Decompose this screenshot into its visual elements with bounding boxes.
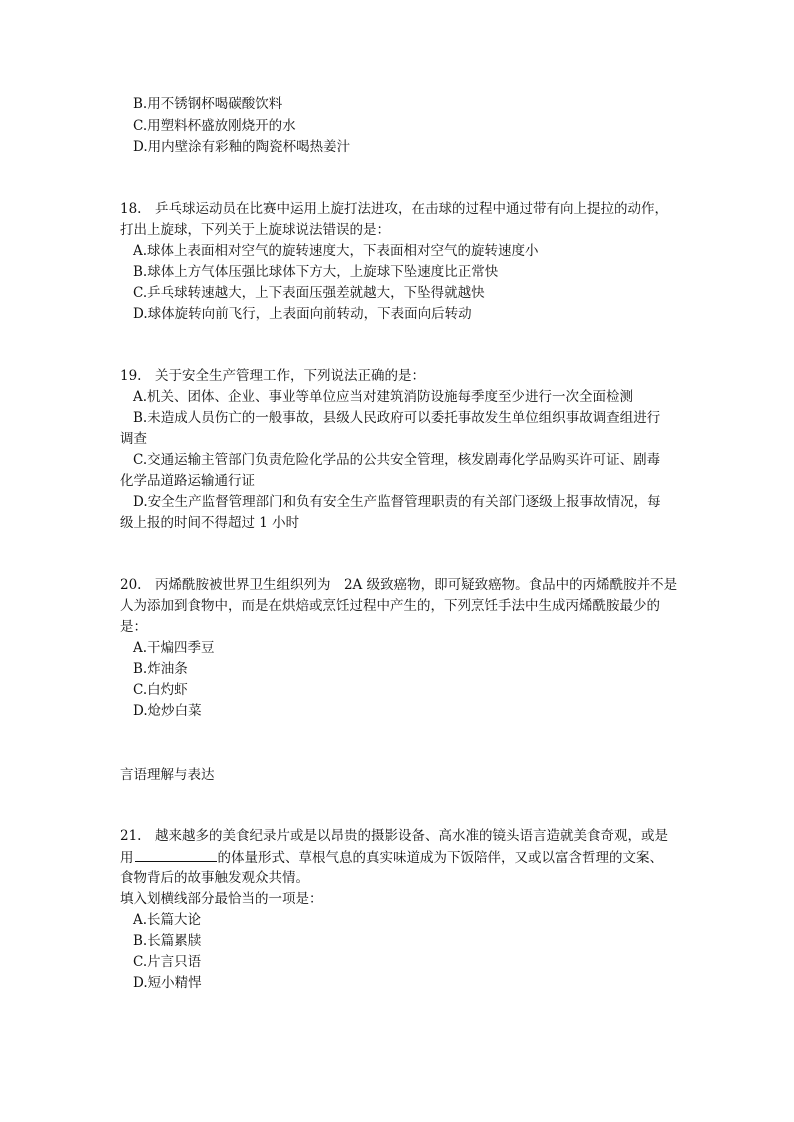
q18-option-a: A.球体上表面相对空气的旋转速度大，下表面相对空气的旋转速度小 [133,243,539,259]
q17-option-c: C.用塑料杯盛放刚烧开的水 [133,118,296,134]
q21-stem-line-3: 食物背后的故事触发观众共情。 [120,870,309,886]
q19-option-c-line-1: C.交通运输主管部门负责危险化学品的公共安全管理，核发剧毒化学品购买许可证、剧毒 [133,452,661,468]
q20-option-b: B.炸油条 [133,661,188,677]
q19-option-d-line-2: 级上报的时间不得超过 1 小时 [120,515,300,531]
q21-option-c: C.片言只语 [133,954,202,970]
q21-stem-line-2 [120,847,663,868]
q19-option-d-line-1: D.安全生产监督管理部门和负有安全生产监督管理职责的有关部门逐级上报事故情况，每 [133,494,661,510]
q18-option-b: B.球体上方气体压强比球体下方大，上旋球下坠速度比正常快 [133,264,499,280]
q21-prompt: 填入划横线部分最恰当的一项是： [120,891,323,907]
section-title: 言语理解与表达 [120,767,215,783]
q21-line2-after-blank: 的体量形式、草根气息的真实味道成为下饭陪伴，又或以富含哲理的文案、 [217,850,663,866]
q21-stem-line-1: 21. 越来越多的美食纪录片或是以昂贵的摄影设备、高水准的镜头语言造就美食奇观，或是 [120,828,668,844]
q19-option-b-line-2: 调查 [120,431,147,447]
q21-line2-before-blank: 用 [120,850,134,866]
q20-option-d: D.炝炒白菜 [133,703,202,719]
q18-stem-line-2: 打出上旋球，下列关于上旋球说法错误的是： [120,222,390,238]
q20-stem-line-1: 20. 丙烯酰胺被世界卫生组织列为 2A 级致癌物，即可疑致癌物。食品中的丙烯酰胺并不是 [120,577,678,593]
q19-option-b-line-1: B.未造成人员伤亡的一般事故，县级人民政府可以委托事故发生单位组织事故调查组进行 [133,410,661,426]
q21-option-a: A.长篇大论 [133,912,202,928]
answer-blank [135,847,217,862]
q20-stem-line-3: 是： [120,619,147,635]
q19-option-a: A.机关、团体、企业、事业等单位应当对建筑消防设施每季度至少进行一次全面检测 [133,389,634,405]
q17-option-d: D.用内壁涂有彩釉的陶瓷杯喝热姜汁 [133,139,351,155]
q19-option-c-line-2: 化学品道路运输通行证 [120,473,255,489]
q17-option-b: B.用不锈钢杯喝碳酸饮料 [133,96,283,112]
q20-stem-line-2: 人为添加到食物中，而是在烘焙或烹饪过程中产生的，下列烹饪手法中生成丙烯酰胺最少的 [120,598,660,614]
q19-stem: 19. 关于安全生产管理工作，下列说法正确的是： [120,368,425,384]
q18-option-c: C.乒乓球转速越大，上下表面压强差就越大，下坠得就越快 [133,285,485,301]
q21-option-d: D.短小精悍 [133,975,202,991]
q20-option-a: A.干煸四季豆 [133,640,215,656]
q20-option-c: C.白灼虾 [133,682,188,698]
q18-option-d: D.球体旋转向前飞行，上表面向前转动，下表面向后转动 [133,306,472,322]
q21-option-b: B.长篇累牍 [133,933,202,949]
q18-stem-line-1: 18. 乒乓球运动员在比赛中运用上旋打法进攻，在击球的过程中通过带有向上提拉的动作， [120,201,668,217]
